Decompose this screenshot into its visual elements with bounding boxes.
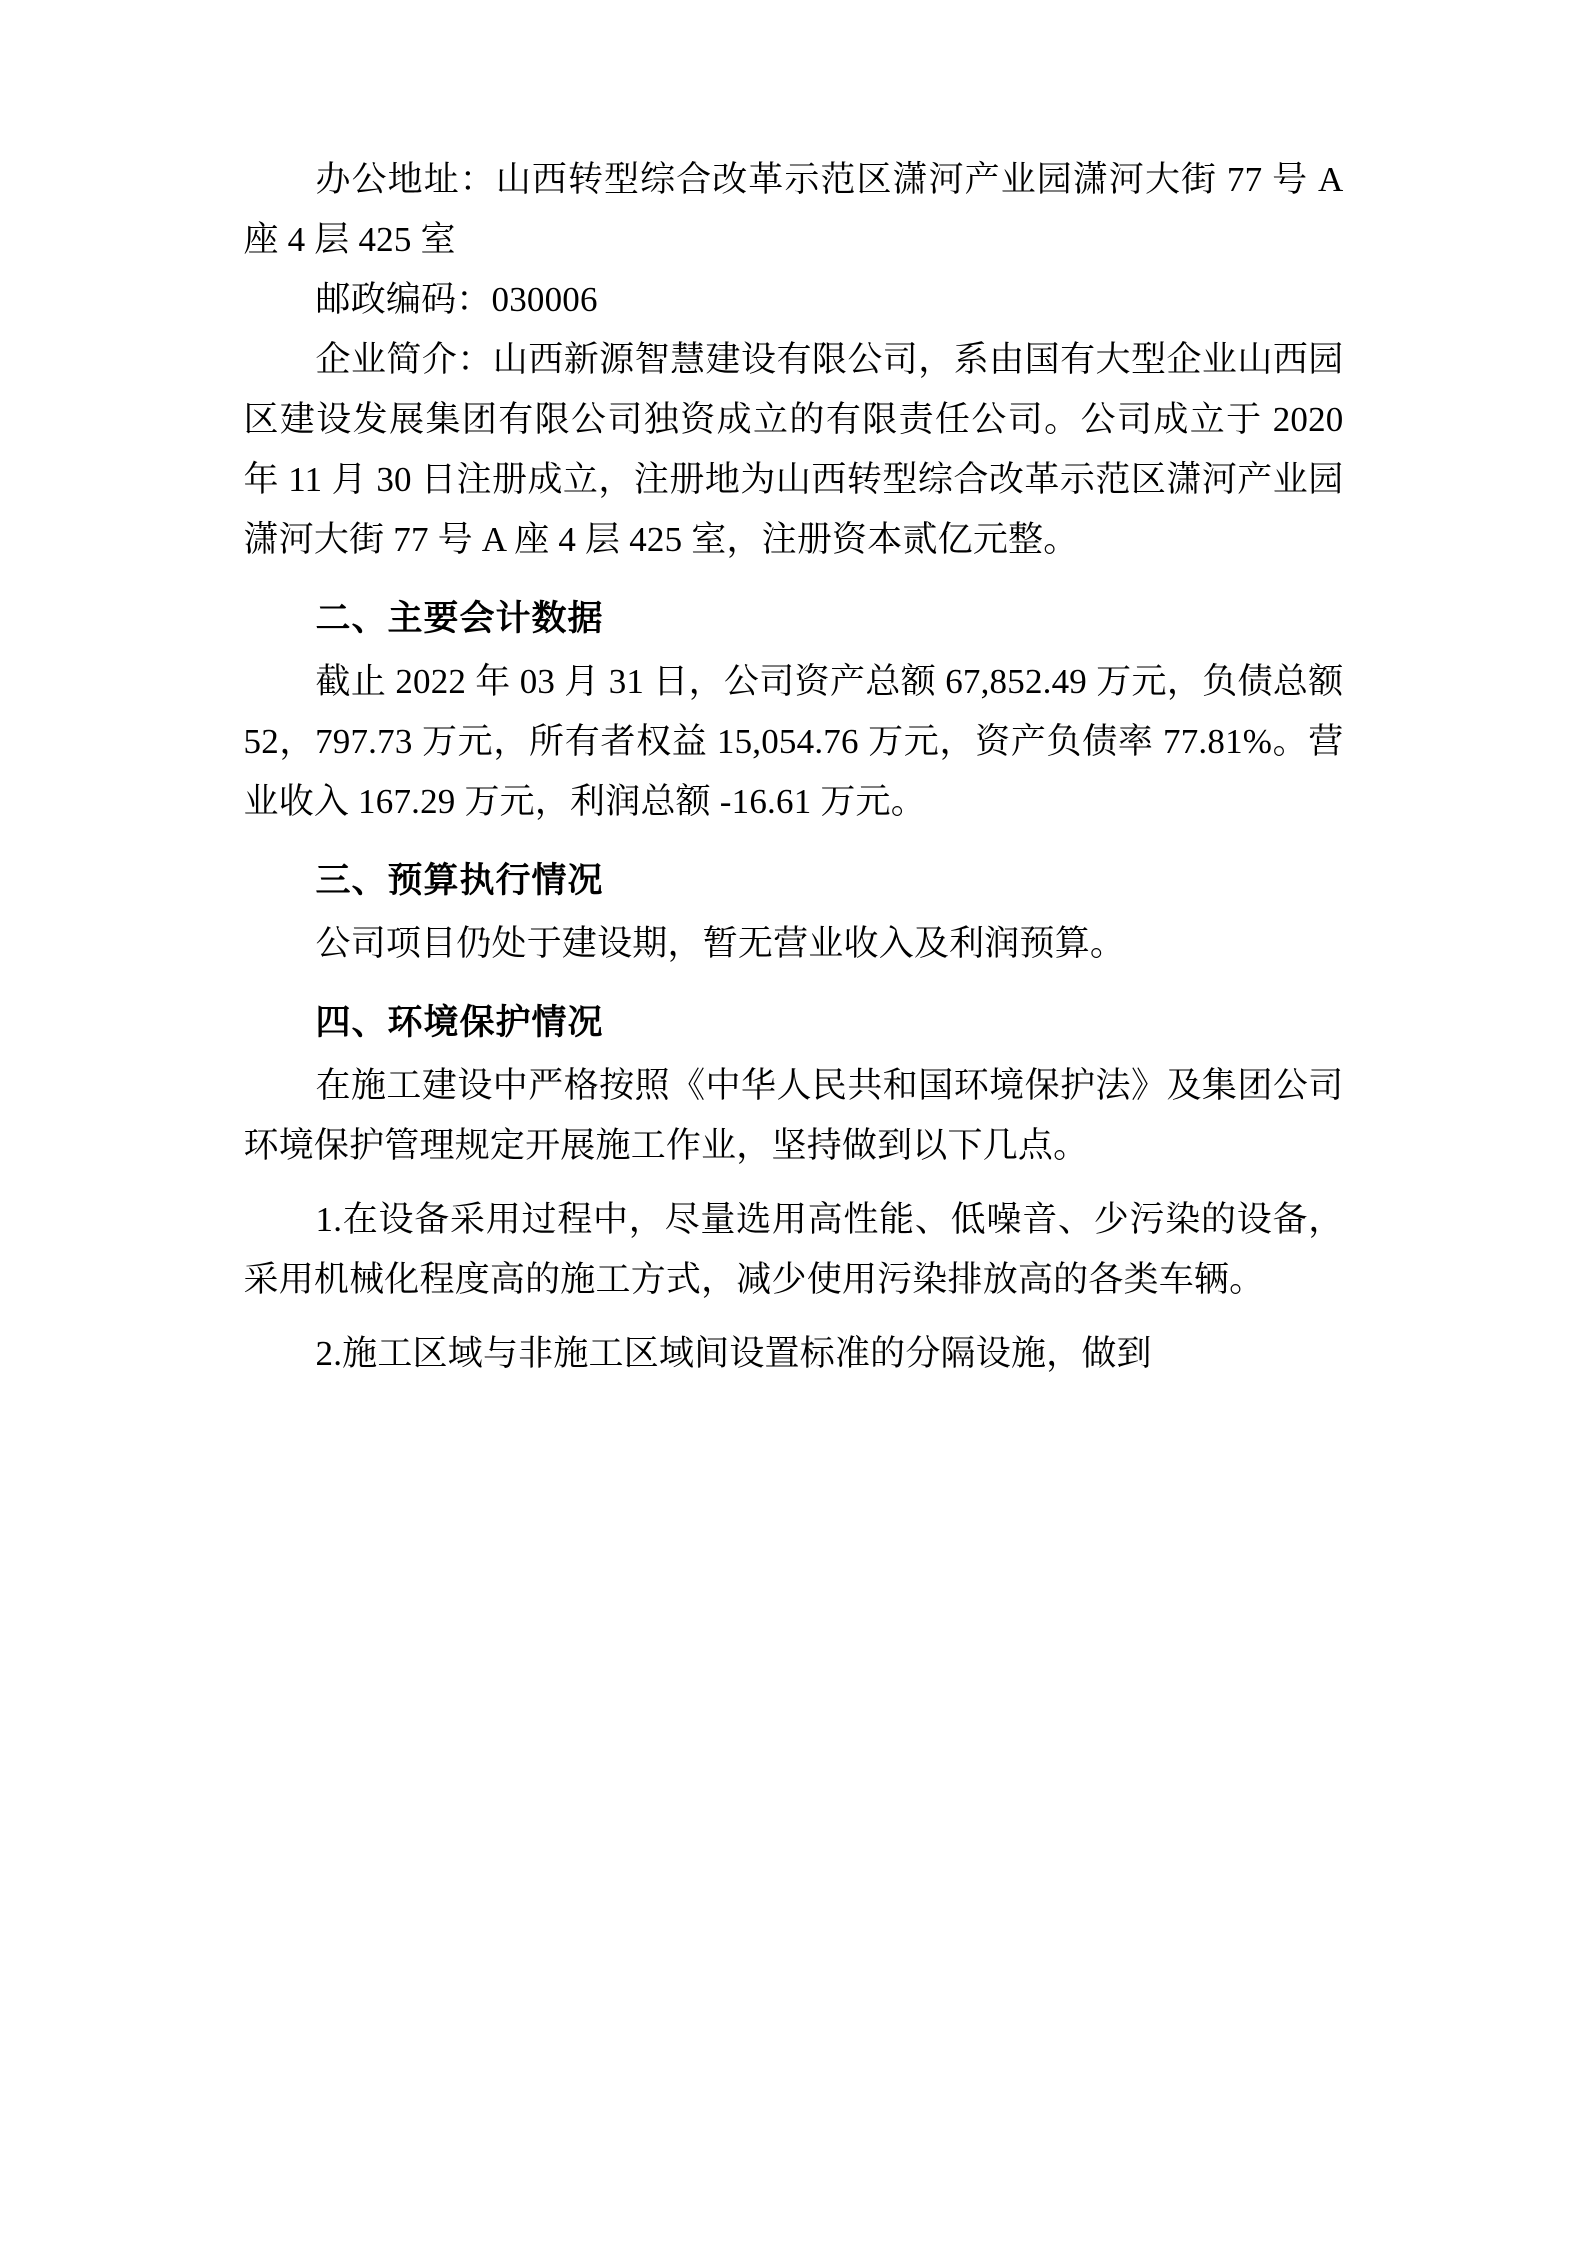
paragraph-accounting-data: 截止 2022 年 03 月 31 日，公司资产总额 67,852.49 万元，负债总额 52，797.73 万元，所有者权益 15,054.76 万元，资产负债率 77.81%。营业收入 167.29 万元，利润总额 -16.61 万元。 [243,662,1344,821]
paragraph-postal-code: 邮政编码：030006 [315,280,598,319]
document-body [244,150,1344,1384]
heading-environmental-protection: 四、环境保护情况 [315,1003,604,1043]
heading-main-accounting-data: 二、主要会计数据 [315,599,604,639]
paragraph-spacer [244,1176,1344,1190]
paragraph-company-profile: 企业简介：山西新源智慧建设有限公司，系由国有大型企业山西园区建设发展集团有限公司独资成立的有限责任公司。公司成立于 2020 年 11 月 30 日注册成立，注册地为山西转型综合改革示范区潇河产业园潇河大街 77 号 A 座 4 层 425 室，注册资本贰亿元整。 [243,340,1344,559]
paragraph-environmental-intro: 在施工建设中严格按照《中华人民共和国环境保护法》及集团公司环境保护管理规定开展施工作业，坚持做到以下几点。 [243,1066,1344,1165]
paragraph-environmental-item-1: 1.在设备采用过程中，尽量选用高性能、低噪音、少污染的设备，采用机械化程度高的施工方式，减少使用污染排放高的各类车辆。 [243,1200,1344,1299]
paragraph-spacer [244,1310,1344,1324]
paragraph-environmental-item-2: 2.施工区域与非施工区域间设置标准的分隔设施，做到 [315,1334,1152,1373]
heading-budget-execution: 三、预算执行情况 [315,861,604,901]
paragraph-budget-execution: 公司项目仍处于建设期，暂无营业收入及利润预算。 [315,924,1126,963]
paragraph-office-address: 办公地址：山西转型综合改革示范区潇河产业园潇河大街 77 号 A 座 4 层 425 室 [243,160,1344,259]
